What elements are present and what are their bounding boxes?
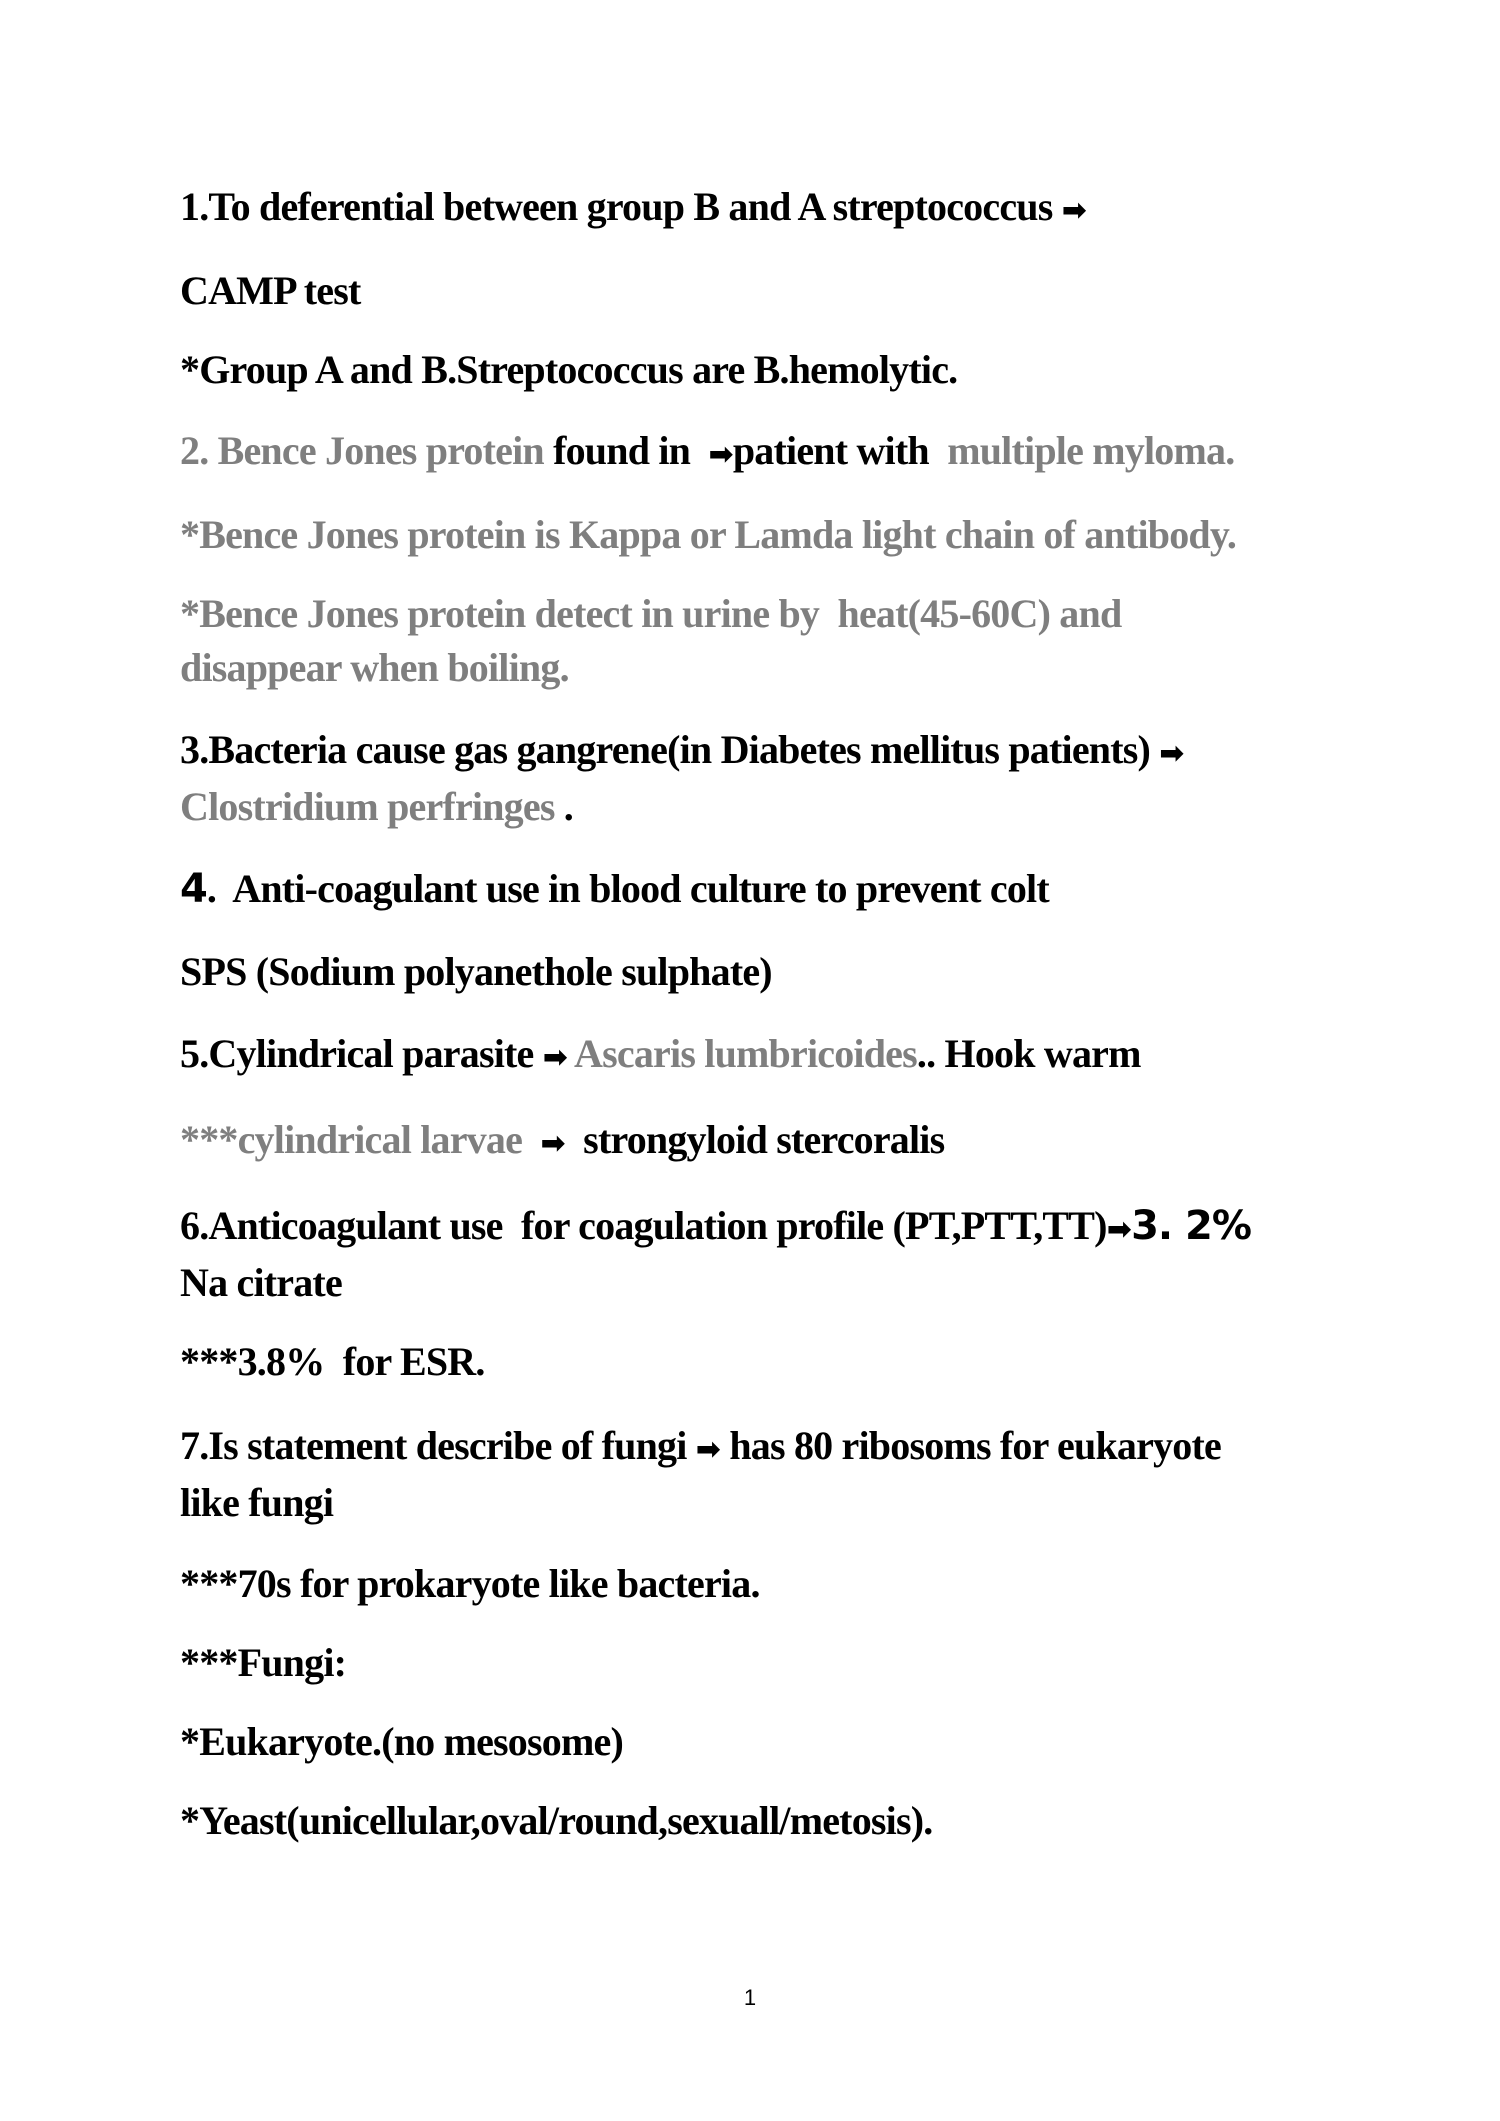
text: ***3.8% for ESR. (180, 1339, 485, 1384)
text: like fungi (180, 1480, 334, 1525)
text: *Yeast(unicellular,oval/round,sexuall/metosis). (180, 1798, 933, 1843)
text-line (180, 1201, 1251, 1255)
text: *Group A and B.Streptococcus are B.hemolytic. (180, 347, 958, 392)
text: multiple myloma. (947, 428, 1235, 473)
text-line (180, 1337, 485, 1387)
text: CAMP test (180, 268, 361, 313)
text-line (180, 1796, 932, 1846)
text-line (180, 1029, 1141, 1083)
arrow-icon: ➡ (1061, 193, 1087, 228)
text-line (180, 1115, 944, 1169)
text: 2. Bence Jones protein (180, 428, 544, 473)
text: 6.Anticoagulant use for coagulation profile (PT,PTT,TT) (180, 1203, 1107, 1248)
arrow-icon: ➡ (1159, 736, 1184, 771)
text-line (180, 947, 772, 997)
text: *Bence Jones protein is Kappa or Lamda light chain of antibody. (180, 512, 1237, 557)
arrow-icon: ➡ (542, 1040, 568, 1075)
text: ***Fungi: (180, 1640, 347, 1685)
arrow-icon: ➡ (1106, 1212, 1132, 1247)
text: Clostridium perfringes (180, 784, 555, 829)
text: 3.Bacteria cause gas gangrene(in Diabetes mellitus patients) (180, 727, 1160, 772)
text-line (180, 1258, 342, 1308)
text: 5.Cylindrical parasite (180, 1031, 543, 1076)
text-line (180, 782, 573, 832)
text: Na citrate (180, 1260, 342, 1305)
text-line (180, 345, 957, 395)
text: Ascaris lumbricoides (567, 1031, 917, 1076)
text: 3. 2% (1131, 1203, 1251, 1249)
text-line (180, 510, 1236, 560)
text: *Bence Jones protein detect in urine by heat(45-60C) and (180, 591, 1122, 636)
text: .. Hook warm (916, 1031, 1141, 1076)
text-line (180, 426, 1234, 480)
text: patient with (732, 428, 948, 473)
text-line (180, 182, 1086, 236)
text-line (180, 1638, 346, 1688)
text-line (180, 1717, 623, 1767)
arrow-icon: ➡ (695, 1432, 721, 1467)
text: disappear when boiling. (180, 645, 569, 690)
arrow-icon: ➡ (708, 437, 733, 472)
text: SPS (Sodium polyanethole sulphate) (180, 949, 772, 994)
text: strongyloid stercoralis (564, 1117, 945, 1162)
text-line (180, 1478, 333, 1528)
text: ***cylindrical larvae (180, 1117, 541, 1162)
text: found in (543, 428, 709, 473)
text: 4 (180, 866, 207, 912)
text: *Eukaryote.(no mesosome) (180, 1719, 623, 1764)
text: ***70s for prokaryote like bacteria. (180, 1561, 760, 1606)
text: has 80 ribosoms for eukaryote (720, 1423, 1221, 1468)
text: . Anti-coagulant use in blood culture to prevent colt (206, 866, 1049, 911)
text: 7.Is statement describe of fungi (180, 1423, 696, 1468)
text-line (180, 589, 1121, 639)
text: . (554, 784, 573, 829)
text-line (180, 266, 361, 316)
text-line (180, 1559, 760, 1609)
text-line (180, 1421, 1221, 1475)
text: 1.To deferential between group B and A streptococcus (180, 184, 1062, 229)
text-line (180, 725, 1184, 779)
arrow-icon: ➡ (540, 1126, 565, 1161)
text-line (180, 643, 569, 693)
page-number: 1 (743, 1985, 757, 2010)
text-line (180, 864, 1049, 914)
